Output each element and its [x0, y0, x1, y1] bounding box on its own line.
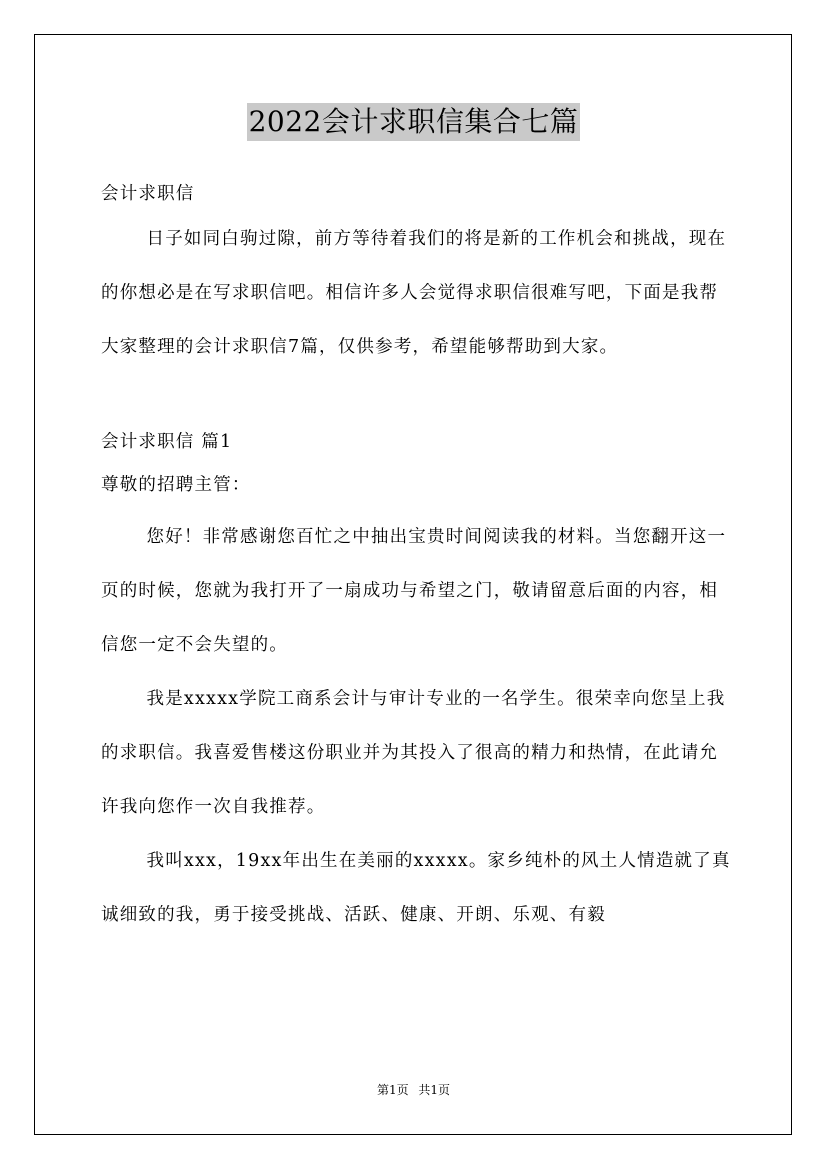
document-body [101, 176, 731, 942]
title-container [0, 103, 827, 141]
intro-paragraph: 日子如同白驹过隙，前方等待着我们的将是新的工作机会和挑战，现在的你想必是在写求职信吧。相信许多人会觉得求职信很难写吧，下面是我帮大家整理的会计求职信7篇，仅供参考，希望能够帮助到大家。 [101, 229, 727, 357]
document-title: 2022会计求职信集合七篇 [247, 103, 581, 141]
letter-paragraph: 我是xxxxx学院工商系会计与审计专业的一名学生。很荣幸向您呈上我的求职信。我喜爱售楼这份职业并为其投入了很高的精力和热情，在此请允许我向您作一次自我推荐。 [101, 689, 726, 817]
letter-heading: 会计求职信 篇1 [101, 432, 233, 452]
letter-paragraph: 我叫xxx，19xx年出生在美丽的xxxxx。家乡纯朴的风土人情造就了真诚细致的我，勇于接受挑战、活跃、健康、开朗、乐观、有毅 [101, 851, 731, 925]
page-footer [0, 1082, 827, 1098]
page-total: 共1页 [418, 1083, 451, 1097]
letter-salutation: 尊敬的招聘主管： [101, 475, 251, 495]
letter-paragraph: 您好！非常感谢您百忙之中抽出宝贵时间阅读我的材料。当您翻开这一页的时候，您就为我打开了一扇成功与希望之门，敬请留意后面的内容，相信您一定不会失望的。 [101, 527, 727, 655]
intro-heading: 会计求职信 [101, 184, 195, 204]
section-gap [101, 374, 731, 424]
page-number: 第1页 [376, 1083, 409, 1097]
